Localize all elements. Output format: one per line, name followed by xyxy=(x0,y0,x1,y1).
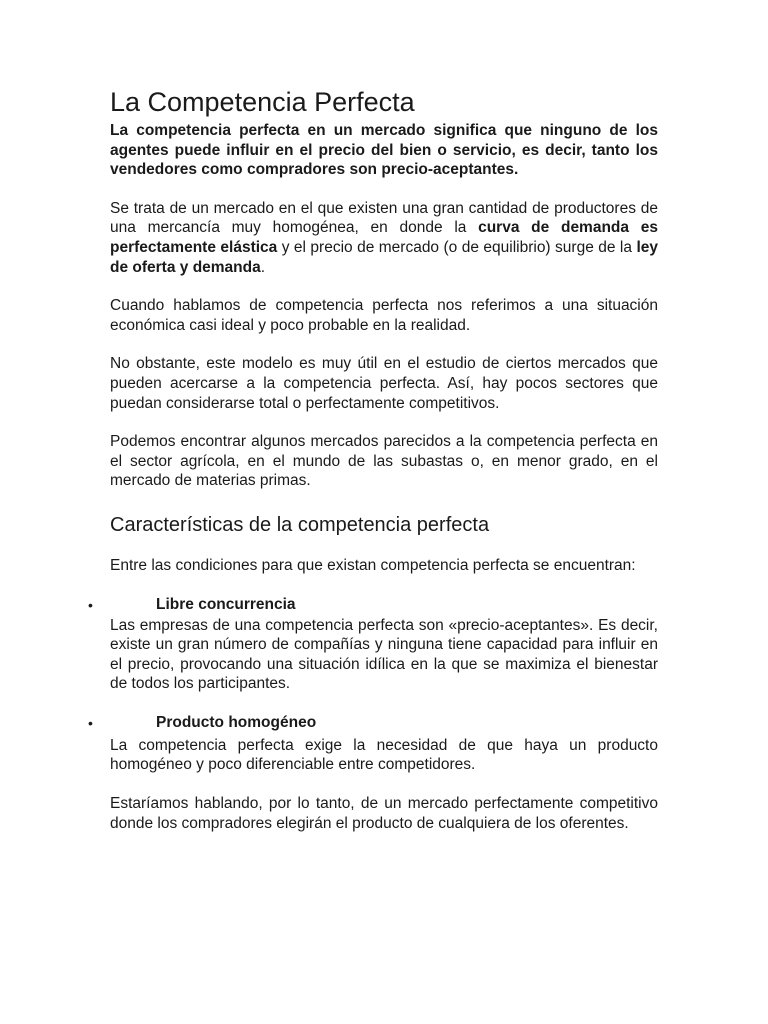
market-description-paragraph xyxy=(110,199,658,277)
bullet-paragraph: Las empresas de una competencia perfecta son «precio-aceptantes». Es decir, existe un gran número de compañías y ninguna tiene capacidad para influir en el precio, provocando una situación idílica en la que se maximiza el bienestar de todos los participantes. xyxy=(110,616,658,693)
model-usefulness-paragraph: No obstante, este modelo es muy útil en el estudio de ciertos mercados que pueden acercarse a la competencia perfecta. Así, hay pocos sectores que puedan considerarse total o perfectamente competitivos. xyxy=(110,355,658,412)
page-title: La Competencia Perfecta xyxy=(110,87,415,117)
market-description-text-a: Se trata de un mercado en el que existen una gran cantidad de productores de una mercancía muy homogénea, en donde la xyxy=(110,199,658,237)
bullet-icon: • xyxy=(88,714,93,731)
bullet-heading xyxy=(88,713,658,733)
section-intro-paragraph: Entre las condiciones para que existan competencia perfecta se encuentran: xyxy=(110,556,636,574)
elastic-demand-highlight: curva de demanda es perfectamente elástica xyxy=(110,219,658,256)
similar-markets-paragraph: Podemos encontrar algunos mercados parecidos a la competencia perfecta en el sector agrícola, en el mundo de las subastas o, en menor grado, en el mercado de materias primas. xyxy=(110,433,658,490)
bullet-paragraph: Estaríamos hablando, por lo tanto, de un mercado perfectamente competitivo donde los compradores elegirán el producto de cualquiera de los oferentes. xyxy=(110,795,658,832)
section-title: Características de la competencia perfecta xyxy=(110,513,490,536)
supply-demand-law-highlight: ley de oferta y demanda xyxy=(110,238,658,276)
bullet-icon: • xyxy=(88,596,93,613)
bullet-item xyxy=(88,713,658,833)
market-description-text-c: y el precio de mercado (o de equilibrio) surge de la xyxy=(277,238,637,256)
intro-paragraph: La competencia perfecta en un mercado significa que ninguno de los agentes puede influir en el precio del bien o servicio, es decir, tanto los vendedores como compradores son precio-aceptantes. xyxy=(110,122,658,179)
ideal-situation-paragraph: Cuando hablamos de competencia perfecta nos referimos a una situación económica casi ideal y poco probable en la realidad. xyxy=(110,297,658,334)
market-description-text-e: . xyxy=(260,258,266,276)
bullet-item xyxy=(88,595,658,694)
bullet-heading-label: Producto homogéneo xyxy=(156,713,317,731)
bullet-paragraph: La competencia perfecta exige la necesidad de que haya un producto homogéneo y poco diferenciable entre competidores. xyxy=(110,736,658,774)
document-page xyxy=(88,84,658,833)
bullet-heading xyxy=(88,595,658,615)
bullet-heading-label: Libre concurrencia xyxy=(156,595,296,613)
